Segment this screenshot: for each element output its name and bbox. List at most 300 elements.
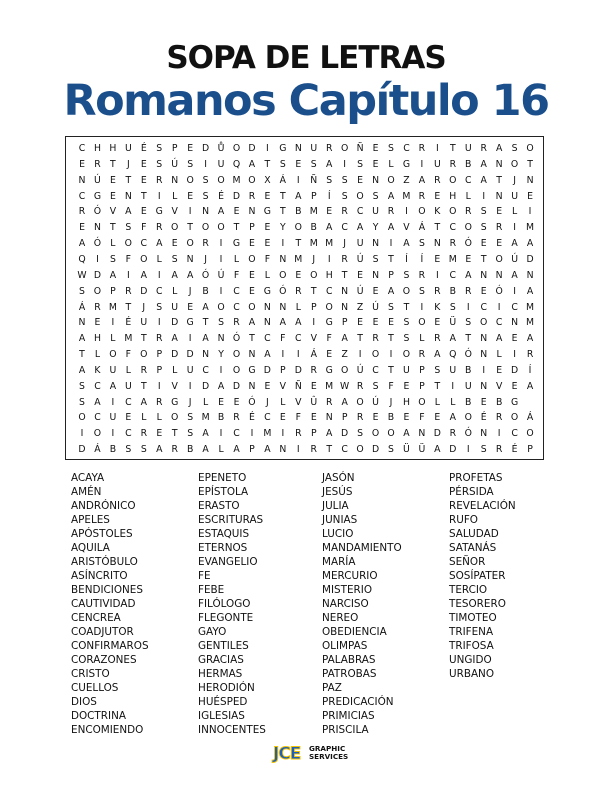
grid-letter: F xyxy=(419,412,425,424)
grid-letter: I xyxy=(497,301,501,313)
grid-letter: L xyxy=(172,364,178,376)
grid-letter: O xyxy=(310,269,318,281)
grid-letter: D xyxy=(202,380,210,392)
grid-letter: S xyxy=(403,269,410,281)
grid-letter: E xyxy=(496,238,503,250)
grid-letter: L xyxy=(233,253,240,265)
grid-letter: E xyxy=(403,412,410,424)
grid-letter: I xyxy=(389,349,393,361)
grid-letter: N xyxy=(341,301,349,313)
grid-letter: C xyxy=(356,206,364,218)
grid-letter: A xyxy=(511,269,518,281)
word-list-item: EPÍSTOLA xyxy=(198,486,249,498)
grid-letter: O xyxy=(356,444,364,456)
grid-letter: V xyxy=(403,222,410,234)
grid-letter: U xyxy=(449,364,457,376)
grid-letter: M xyxy=(201,412,210,424)
word-list-item: MISTERIO xyxy=(322,584,372,596)
grid-letter: R xyxy=(310,364,317,376)
grid-letter: R xyxy=(418,349,426,361)
grid-letter: G xyxy=(402,158,411,170)
word-list-item: ENCOMIENDO xyxy=(71,724,144,736)
grid-letter: S xyxy=(388,301,394,313)
grid-letter: H xyxy=(93,333,101,345)
grid-letter: T xyxy=(295,238,302,250)
grid-letter: N xyxy=(495,158,503,170)
grid-letter: A xyxy=(526,380,534,392)
grid-letter: R xyxy=(171,444,178,456)
word-list-item: ESTAQUIS xyxy=(198,528,250,540)
grid-letter: G xyxy=(510,396,519,408)
grid-letter: V xyxy=(279,380,287,392)
grid-letter: N xyxy=(217,333,225,345)
word-list-item: PALABRAS xyxy=(322,654,376,666)
grid-letter: O xyxy=(232,143,241,154)
grid-letter: V xyxy=(171,380,178,392)
grid-letter: I xyxy=(451,380,455,392)
grid-letter: T xyxy=(233,222,240,234)
grid-letter: I xyxy=(466,301,470,313)
grid-letter: T xyxy=(496,174,502,186)
grid-letter: E xyxy=(480,238,487,250)
grid-letter: F xyxy=(233,269,240,281)
grid-letter: L xyxy=(156,412,162,424)
word-list-item: CENCREA xyxy=(71,612,121,624)
grid-letter: Á xyxy=(78,301,86,313)
grid-letter: A xyxy=(248,158,256,170)
grid-letter: T xyxy=(264,158,271,170)
grid-letter: S xyxy=(449,301,456,313)
grid-letter: E xyxy=(295,158,302,170)
grid-letter: Ó xyxy=(464,238,472,250)
grid-letter: I xyxy=(80,428,84,440)
grid-letter: I xyxy=(389,238,393,250)
grid-letter: S xyxy=(326,174,333,186)
grid-letter: Ó xyxy=(93,238,102,250)
grid-letter: A xyxy=(526,238,534,250)
grid-letter: O xyxy=(387,428,395,440)
grid-letter: B xyxy=(109,444,117,456)
grid-letter: K xyxy=(434,301,441,313)
word-list-item: URBANO xyxy=(449,668,495,680)
grid-letter: M xyxy=(325,238,334,250)
grid-letter: E xyxy=(140,206,147,218)
grid-letter: N xyxy=(279,444,287,456)
word-list-item: EPENETO xyxy=(198,472,247,484)
grid-letter: P xyxy=(249,222,255,234)
word-list-item: ERASTO xyxy=(198,500,240,512)
grid-letter: P xyxy=(171,143,178,154)
grid-letter: Á xyxy=(94,444,101,456)
grid-letter: T xyxy=(341,269,348,281)
grid-letter: A xyxy=(78,238,86,250)
grid-letter: Ó xyxy=(232,333,241,345)
grid-letter: R xyxy=(434,333,441,345)
grid-letter: P xyxy=(156,349,163,361)
grid-letter: O xyxy=(279,269,287,281)
grid-letter: H xyxy=(449,190,457,202)
grid-letter: O xyxy=(480,317,488,329)
grid-letter: T xyxy=(110,222,116,234)
grid-letter: O xyxy=(526,143,534,154)
grid-letter: S xyxy=(372,190,379,202)
grid-letter: L xyxy=(264,269,270,281)
grid-letter: D xyxy=(371,444,380,456)
grid-letter: S xyxy=(480,206,487,218)
grid-letter: D xyxy=(232,190,241,202)
grid-letter: E xyxy=(109,174,116,186)
grid-letter: R xyxy=(156,396,163,408)
grid-letter: Í xyxy=(420,253,424,265)
grid-letter: N xyxy=(526,174,534,186)
grid-letter: Q xyxy=(449,349,457,361)
grid-letter: A xyxy=(202,444,209,456)
grid-letter: T xyxy=(140,380,147,392)
word-list-item: SATANÁS xyxy=(449,542,497,554)
grid-letter: O xyxy=(402,349,411,361)
grid-letter: B xyxy=(465,396,472,408)
grid-letter: Ú xyxy=(372,396,379,408)
grid-letter: E xyxy=(388,317,394,329)
grid-letter: M xyxy=(448,253,457,265)
grid-letter: C xyxy=(233,285,240,297)
grid-letter: O xyxy=(340,364,349,376)
grid-letter: A xyxy=(217,206,225,218)
grid-letter: C xyxy=(78,190,86,202)
grid-letter: O xyxy=(510,412,519,424)
grid-letter: E xyxy=(295,269,302,281)
grid-letter: Û xyxy=(310,396,318,408)
grid-letter: S xyxy=(403,317,410,329)
grid-letter: N xyxy=(511,317,519,329)
grid-letter: P xyxy=(110,285,116,297)
grid-letter: B xyxy=(217,412,225,424)
grid-letter: C xyxy=(94,380,101,392)
grid-letter: S xyxy=(79,285,85,297)
grid-letter: R xyxy=(78,206,86,218)
grid-letter: I xyxy=(219,238,223,250)
grid-letter: B xyxy=(465,158,472,170)
grid-letter: I xyxy=(296,444,300,456)
grid-letter: R xyxy=(156,222,163,234)
grid-letter: I xyxy=(435,269,439,281)
grid-letter: L xyxy=(110,238,116,250)
grid-letter: A xyxy=(387,222,395,234)
grid-letter: A xyxy=(526,285,534,297)
grid-letter: J xyxy=(266,396,269,408)
grid-letter: I xyxy=(343,158,347,170)
grid-letter: S xyxy=(341,190,348,202)
grid-letter: D xyxy=(433,428,441,440)
word-list-item: INNOCENTES xyxy=(198,724,266,736)
grid-letter: A xyxy=(326,222,333,234)
grid-letter: P xyxy=(419,380,425,392)
grid-letter: É xyxy=(249,412,255,424)
grid-letter: I xyxy=(204,158,207,170)
grid-letter: Ü xyxy=(403,444,410,456)
grid-letter: M xyxy=(402,190,411,202)
word-list-item: PREDICACIÓN xyxy=(322,696,394,708)
grid-letter: C xyxy=(156,285,163,297)
grid-letter: J xyxy=(204,253,207,265)
grid-letter: O xyxy=(78,412,86,424)
word-list-item: ETERNOS xyxy=(198,542,248,554)
grid-letter: A xyxy=(526,333,534,345)
grid-letter: H xyxy=(402,396,410,408)
word-list-item: ANDRÓNICO xyxy=(71,500,136,512)
grid-letter: N xyxy=(480,269,488,281)
word-list-item: EVANGELIO xyxy=(198,556,258,568)
grid-letter: A xyxy=(156,444,163,456)
grid-letter: N xyxy=(279,301,287,313)
word-list-item: HERODIÓN xyxy=(198,682,255,694)
grid-letter: V xyxy=(109,206,117,218)
grid-letter: A xyxy=(434,349,441,361)
grid-letter: E xyxy=(249,238,255,250)
jce-graphic-services-logo xyxy=(272,742,349,764)
grid-letter: E xyxy=(249,285,255,297)
grid-letter: A xyxy=(449,412,456,424)
word-list-item: NEREO xyxy=(322,612,359,624)
grid-letter: F xyxy=(295,412,301,424)
grid-letter: C xyxy=(341,444,348,456)
grid-letter: T xyxy=(171,428,178,440)
grid-letter: A xyxy=(434,444,441,456)
grid-letter: I xyxy=(420,158,424,170)
grid-letter: E xyxy=(249,269,255,281)
grid-letter: R xyxy=(418,190,426,202)
grid-letter: O xyxy=(387,174,395,186)
word-list-item: CAUTIVIDAD xyxy=(71,598,136,610)
grid-letter: M xyxy=(325,380,334,392)
grid-letter: D xyxy=(186,349,194,361)
grid-letter: I xyxy=(482,364,486,376)
grid-letter: O xyxy=(201,222,210,234)
grid-letter: N xyxy=(418,428,426,440)
grid-letter: U xyxy=(217,158,225,170)
grid-letter: E xyxy=(140,158,147,170)
grid-letter: E xyxy=(264,380,271,392)
grid-letter: I xyxy=(188,206,192,218)
grid-letter: R xyxy=(526,349,534,361)
grid-letter: C xyxy=(449,269,457,281)
grid-letter: O xyxy=(248,174,256,186)
grid-letter: Ó xyxy=(248,396,256,408)
grid-letter: J xyxy=(513,174,516,186)
grid-letter: P xyxy=(310,428,317,440)
grid-letter: D xyxy=(511,364,519,376)
grid-letter: Ú xyxy=(356,285,364,297)
grid-letter: S xyxy=(218,317,224,329)
word-list-item: JULIA xyxy=(322,500,349,512)
grid-letter: S xyxy=(279,158,286,170)
grid-letter: O xyxy=(402,285,411,297)
grid-letter: A xyxy=(279,317,287,329)
grid-letter: S xyxy=(418,285,425,297)
word-list-item: BENDICIONES xyxy=(71,584,143,596)
grid-letter: P xyxy=(310,301,317,313)
word-list-item: CUELLOS xyxy=(71,682,119,694)
grid-letter: T xyxy=(249,333,255,345)
grid-letter: J xyxy=(389,396,393,408)
grid-letter: I xyxy=(513,349,516,361)
grid-letter: U xyxy=(372,206,379,218)
word-list-item: SOSÍPATER xyxy=(449,570,506,582)
grid-letter: R xyxy=(295,428,302,440)
grid-letter: J xyxy=(126,158,130,170)
grid-letter: P xyxy=(156,364,163,376)
grid-letter: R xyxy=(140,364,148,376)
grid-letter: C xyxy=(341,222,348,234)
grid-letter: A xyxy=(295,190,302,202)
grid-letter: I xyxy=(111,428,115,440)
word-list-item: HUÉSPED xyxy=(198,696,248,708)
grid-letter: O xyxy=(186,174,194,186)
grid-letter: B xyxy=(310,222,317,234)
word-list-item: JASÓN xyxy=(322,472,355,484)
grid-letter: N xyxy=(248,380,256,392)
grid-letter: U xyxy=(124,380,132,392)
grid-letter: R xyxy=(495,222,503,234)
grid-letter: O xyxy=(526,428,534,440)
grid-letter: A xyxy=(140,269,147,281)
word-list-item: LUCIO xyxy=(322,528,354,540)
grid-letter: S xyxy=(156,158,163,170)
grid-letter: W xyxy=(340,380,350,392)
grid-letter: E xyxy=(511,380,518,392)
grid-letter: S xyxy=(480,444,487,456)
grid-letter: Q xyxy=(232,158,241,170)
grid-letter: S xyxy=(480,222,487,234)
word-list-item: ESCRITURAS xyxy=(198,514,264,526)
grid-letter: R xyxy=(233,317,240,329)
logo-line-2: SERVICES xyxy=(309,752,349,761)
word-list-item: CORAZONES xyxy=(71,654,137,666)
grid-letter: S xyxy=(434,364,441,376)
grid-letter: U xyxy=(310,143,318,154)
grid-letter: R xyxy=(295,285,302,297)
grid-letter: A xyxy=(480,174,487,186)
grid-letter: R xyxy=(341,253,348,265)
grid-letter: Ú xyxy=(94,174,101,186)
grid-letter: A xyxy=(109,269,117,281)
grid-letter: I xyxy=(513,222,516,234)
grid-letter: E xyxy=(140,174,147,186)
grid-letter: S xyxy=(388,143,394,154)
grid-letter: L xyxy=(496,349,502,361)
grid-letter: C xyxy=(511,428,518,440)
grid-letter: L xyxy=(512,206,518,218)
grid-letter: R xyxy=(434,285,441,297)
grid-letter: S xyxy=(372,380,379,392)
grid-letter: A xyxy=(341,333,348,345)
grid-letter: É xyxy=(218,190,224,202)
grid-letter: T xyxy=(403,301,410,313)
grid-letter: E xyxy=(511,333,518,345)
grid-letter: A xyxy=(248,317,256,329)
grid-letter: L xyxy=(280,396,286,408)
grid-letter: N xyxy=(372,269,380,281)
grid-letter: A xyxy=(403,428,410,440)
grid-letter: I xyxy=(327,253,331,265)
grid-letter: Ú xyxy=(171,158,179,170)
grid-letter: O xyxy=(171,222,179,234)
grid-letter: R xyxy=(372,333,379,345)
grid-letter: P xyxy=(310,190,317,202)
word-list-item: PAZ xyxy=(322,682,342,694)
logo-mark: JCE xyxy=(273,744,301,764)
grid-letter: S xyxy=(388,444,394,456)
grid-letter: L xyxy=(295,301,301,313)
grid-letter: D xyxy=(341,428,349,440)
word-list-item: ACAYA xyxy=(71,472,105,484)
grid-letter: V xyxy=(495,380,503,392)
grid-letter: T xyxy=(140,333,147,345)
grid-letter: Ó xyxy=(464,428,472,440)
grid-letter: J xyxy=(343,238,347,250)
grid-letter: O xyxy=(171,412,179,424)
grid-letter: A xyxy=(202,301,209,313)
grid-letter: H xyxy=(93,143,101,154)
grid-letter: D xyxy=(202,143,210,154)
grid-letter: E xyxy=(357,317,364,329)
logo-line-1: GRAPHIC xyxy=(309,744,346,753)
grid-letter: J xyxy=(188,285,192,297)
grid-letter: W xyxy=(77,269,87,281)
grid-letter: R xyxy=(449,238,457,250)
grid-letter: O xyxy=(340,143,349,154)
grid-letter: Ů xyxy=(217,143,225,154)
grid-letter: T xyxy=(449,143,456,154)
word-list-item: TIMOTEO xyxy=(449,612,497,624)
word-list-item: PRISCILA xyxy=(322,724,369,736)
grid-letter: L xyxy=(141,412,147,424)
grid-letter: F xyxy=(264,253,271,265)
grid-letter: Ó xyxy=(464,349,472,361)
grid-letter: O xyxy=(140,349,148,361)
grid-letter: R xyxy=(341,206,348,218)
grid-letter: E xyxy=(357,269,364,281)
grid-letter: A xyxy=(186,269,194,281)
grid-letter: T xyxy=(480,253,487,265)
word-list-item: GRACIAS xyxy=(198,654,244,666)
grid-letter: C xyxy=(94,412,101,424)
grid-letter: E xyxy=(496,364,503,376)
grid-letter: F xyxy=(280,333,286,345)
grid-letter: C xyxy=(78,143,86,154)
grid-letter: I xyxy=(312,317,316,329)
grid-letter: R xyxy=(202,238,209,250)
grid-letter: L xyxy=(110,333,116,345)
grid-letter: L xyxy=(434,396,440,408)
grid-letter: Ú xyxy=(217,269,225,281)
word-list-item: RUFO xyxy=(449,514,478,526)
word-list-item: DIOS xyxy=(71,696,97,708)
word-search-grid xyxy=(65,136,544,460)
grid-letter: N xyxy=(480,428,488,440)
grid-letter: S xyxy=(171,253,178,265)
grid-letter: R xyxy=(387,206,395,218)
grid-letter: N xyxy=(186,253,194,265)
word-list-column-4 xyxy=(449,471,516,681)
grid-letter: J xyxy=(188,396,192,408)
word-list-item: MANDAMIENTO xyxy=(322,542,402,554)
word-list-item: ASÍNCRITO xyxy=(71,570,128,582)
grid-letter: E xyxy=(480,285,487,297)
grid-letter: S xyxy=(465,317,472,329)
grid-letter: I xyxy=(219,428,223,440)
grid-letter: R xyxy=(125,285,132,297)
